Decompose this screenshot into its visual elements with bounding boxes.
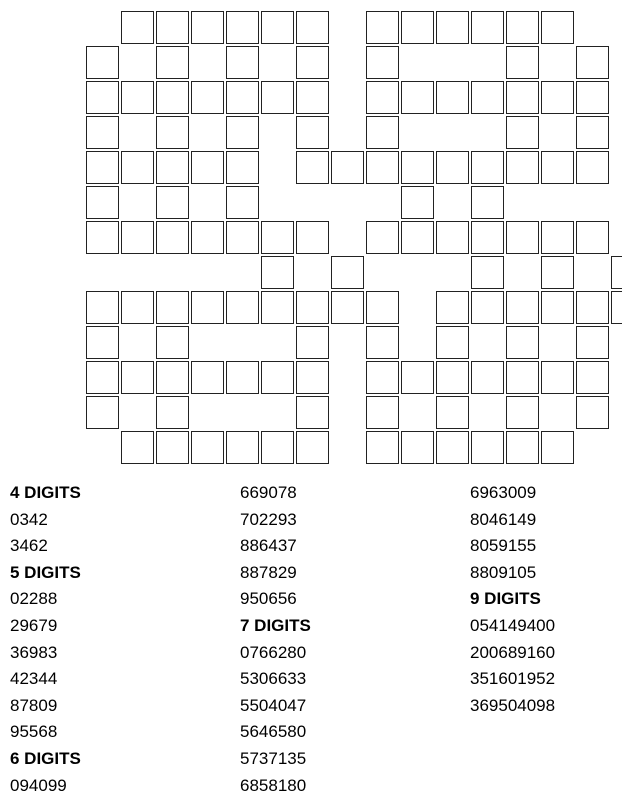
grid-cell[interactable] — [296, 151, 329, 184]
grid-cell[interactable] — [611, 256, 622, 289]
grid-cell[interactable] — [191, 291, 224, 324]
length-heading: 4 DIGITS — [10, 483, 81, 502]
grid-cell[interactable] — [471, 256, 504, 289]
grid-cell[interactable] — [506, 326, 539, 359]
grid-cell[interactable] — [541, 81, 574, 114]
grid-cell[interactable] — [261, 221, 294, 254]
grid-cell[interactable] — [226, 11, 259, 44]
grid-cell[interactable] — [261, 11, 294, 44]
number-entry: 29679 — [10, 615, 58, 635]
number-entry: 36983 — [10, 642, 58, 662]
grid-cell[interactable] — [226, 151, 259, 184]
grid-cell[interactable] — [86, 326, 119, 359]
grid-cell[interactable] — [86, 291, 119, 324]
grid-cell[interactable] — [401, 11, 434, 44]
grid-cell[interactable] — [86, 396, 119, 429]
grid-cell[interactable] — [156, 221, 189, 254]
number-entry: 669078 — [240, 483, 297, 502]
grid-cell[interactable] — [366, 46, 399, 79]
grid-cell[interactable] — [506, 431, 539, 464]
grid-cell[interactable] — [541, 151, 574, 184]
number-entry: 702293 — [240, 509, 297, 529]
number-entry: 950656 — [240, 589, 297, 609]
grid-cell[interactable] — [541, 11, 574, 44]
grid-cell[interactable] — [296, 326, 329, 359]
grid-cell[interactable] — [156, 396, 189, 429]
grid-cell[interactable] — [436, 11, 469, 44]
grid-cell[interactable] — [506, 11, 539, 44]
grid-cell[interactable] — [331, 291, 364, 324]
grid-cell[interactable] — [191, 221, 224, 254]
grid-cell[interactable] — [156, 326, 189, 359]
grid-cell[interactable] — [401, 361, 434, 394]
grid-cell[interactable] — [156, 151, 189, 184]
grid-cell[interactable] — [471, 361, 504, 394]
grid-cell[interactable] — [436, 396, 469, 429]
grid-cell[interactable] — [366, 361, 399, 394]
number-entry: 6963009 — [470, 483, 537, 502]
grid-cell[interactable] — [576, 396, 609, 429]
grid-cell[interactable] — [436, 431, 469, 464]
grid-cell[interactable] — [156, 81, 189, 114]
grid-cell[interactable] — [296, 116, 329, 149]
grid-cell[interactable] — [506, 396, 539, 429]
number-entry: 87809 — [10, 695, 58, 715]
grid-cell[interactable] — [86, 151, 119, 184]
grid-cell[interactable] — [541, 431, 574, 464]
grid-cell[interactable] — [436, 291, 469, 324]
grid-cell[interactable] — [576, 46, 609, 79]
number-entry: 094099 — [10, 775, 67, 795]
grid-cell[interactable] — [506, 81, 539, 114]
grid-cell[interactable] — [86, 81, 119, 114]
word-list — [10, 480, 622, 810]
grid-cell[interactable] — [121, 431, 154, 464]
grid-cell[interactable] — [156, 186, 189, 219]
grid-cell[interactable] — [436, 81, 469, 114]
grid-cell[interactable] — [366, 11, 399, 44]
grid-cell[interactable] — [121, 151, 154, 184]
grid-cell[interactable] — [366, 116, 399, 149]
word-list-column-2 — [240, 480, 311, 799]
grid-cell[interactable] — [296, 361, 329, 394]
grid-cell[interactable] — [471, 186, 504, 219]
grid-cell[interactable] — [156, 116, 189, 149]
grid-cell[interactable] — [576, 361, 609, 394]
grid-cell[interactable] — [226, 361, 259, 394]
grid-cell[interactable] — [296, 46, 329, 79]
grid-cell[interactable] — [436, 326, 469, 359]
number-entry: 5646580 — [240, 722, 307, 742]
grid-cell[interactable] — [366, 81, 399, 114]
grid-cell[interactable] — [296, 81, 329, 114]
number-entry: 5306633 — [240, 669, 307, 689]
grid-cell[interactable] — [471, 431, 504, 464]
grid-cell[interactable] — [611, 291, 622, 324]
number-entry: 5737135 — [240, 748, 307, 768]
grid-cell[interactable] — [156, 46, 189, 79]
grid-cell[interactable] — [471, 11, 504, 44]
grid-cell[interactable] — [226, 116, 259, 149]
grid-cell[interactable] — [296, 221, 329, 254]
grid-cell[interactable] — [296, 431, 329, 464]
number-entry: 3462 — [10, 536, 48, 556]
word-list-column-1 — [10, 480, 81, 799]
grid-cell[interactable] — [191, 11, 224, 44]
grid-cell[interactable] — [226, 81, 259, 114]
number-entry: 8809105 — [470, 562, 537, 582]
grid-cell[interactable] — [366, 396, 399, 429]
grid-cell[interactable] — [401, 431, 434, 464]
number-entry: 6858180 — [240, 775, 307, 795]
number-entry: 95568 — [10, 722, 58, 742]
grid-cell[interactable] — [226, 186, 259, 219]
number-entry: 886437 — [240, 536, 297, 556]
grid-cell[interactable] — [226, 46, 259, 79]
grid-cell[interactable] — [366, 291, 399, 324]
grid-cell[interactable] — [366, 431, 399, 464]
number-entry: 200689160 — [470, 642, 556, 662]
grid-cell[interactable] — [226, 221, 259, 254]
grid-cell[interactable] — [366, 221, 399, 254]
grid-cell[interactable] — [261, 361, 294, 394]
number-entry: 369504098 — [470, 695, 556, 715]
grid-cell[interactable] — [331, 256, 364, 289]
number-entry: 42344 — [10, 669, 58, 689]
grid-cell[interactable] — [576, 116, 609, 149]
grid-cell[interactable] — [401, 151, 434, 184]
number-entry: 8046149 — [470, 509, 537, 529]
grid-cell[interactable] — [331, 151, 364, 184]
grid-cell[interactable] — [121, 11, 154, 44]
grid-cell[interactable] — [121, 81, 154, 114]
grid-cell[interactable] — [366, 151, 399, 184]
grid-cell[interactable] — [191, 431, 224, 464]
grid-cell[interactable] — [506, 116, 539, 149]
grid-cell[interactable] — [191, 151, 224, 184]
grid-cell[interactable] — [576, 291, 609, 324]
grid-cell[interactable] — [541, 291, 574, 324]
grid-cell[interactable] — [506, 291, 539, 324]
grid-cell[interactable] — [121, 291, 154, 324]
grid-cell[interactable] — [576, 81, 609, 114]
grid-cell[interactable] — [191, 81, 224, 114]
length-heading: 7 DIGITS — [240, 615, 311, 635]
grid-cell[interactable] — [86, 46, 119, 79]
grid-cell[interactable] — [471, 151, 504, 184]
grid-cell[interactable] — [261, 291, 294, 324]
grid-cell[interactable] — [86, 361, 119, 394]
grid-cell[interactable] — [576, 151, 609, 184]
grid-cell[interactable] — [366, 326, 399, 359]
grid-cell[interactable] — [471, 221, 504, 254]
grid-cell[interactable] — [576, 221, 609, 254]
grid-cell[interactable] — [261, 256, 294, 289]
grid-cell[interactable] — [401, 221, 434, 254]
number-entry: 02288 — [10, 589, 58, 609]
grid-cell[interactable] — [156, 431, 189, 464]
grid-cell[interactable] — [506, 221, 539, 254]
grid-cell[interactable] — [436, 361, 469, 394]
length-heading: 5 DIGITS — [10, 562, 81, 582]
grid-cell[interactable] — [261, 81, 294, 114]
grid-cell[interactable] — [401, 81, 434, 114]
grid-cell[interactable] — [156, 11, 189, 44]
number-entry: 8059155 — [470, 536, 537, 556]
grid-cell[interactable] — [86, 116, 119, 149]
word-list-column-3 — [470, 480, 555, 719]
number-entry: 0342 — [10, 509, 48, 529]
grid-cell[interactable] — [296, 291, 329, 324]
grid-cell[interactable] — [226, 291, 259, 324]
grid-cell[interactable] — [121, 361, 154, 394]
grid-cell[interactable] — [436, 151, 469, 184]
grid-cell[interactable] — [506, 151, 539, 184]
grid-cell[interactable] — [86, 221, 119, 254]
grid-cell[interactable] — [191, 361, 224, 394]
number-entry: 054149400 — [470, 615, 556, 635]
grid-cell[interactable] — [576, 326, 609, 359]
length-heading: 9 DIGITS — [470, 589, 541, 609]
grid-cell[interactable] — [471, 81, 504, 114]
grid-cell[interactable] — [436, 221, 469, 254]
grid-cell[interactable] — [261, 431, 294, 464]
grid-cell[interactable] — [86, 186, 119, 219]
grid-cell[interactable] — [541, 361, 574, 394]
grid-cell[interactable] — [541, 256, 574, 289]
grid-cell[interactable] — [226, 431, 259, 464]
grid-cell[interactable] — [121, 221, 154, 254]
number-entry: 351601952 — [470, 669, 556, 689]
grid-cell[interactable] — [471, 291, 504, 324]
number-entry: 887829 — [240, 562, 297, 582]
number-entry: 0766280 — [240, 642, 307, 662]
grid-cell[interactable] — [401, 186, 434, 219]
grid-cell[interactable] — [296, 396, 329, 429]
grid-cell[interactable] — [506, 361, 539, 394]
grid-cell[interactable] — [156, 361, 189, 394]
grid-cell[interactable] — [506, 46, 539, 79]
grid-cell[interactable] — [541, 221, 574, 254]
number-entry: 5504047 — [240, 695, 307, 715]
length-heading: 6 DIGITS — [10, 748, 81, 768]
grid-cell[interactable] — [296, 11, 329, 44]
grid-cell[interactable] — [156, 291, 189, 324]
